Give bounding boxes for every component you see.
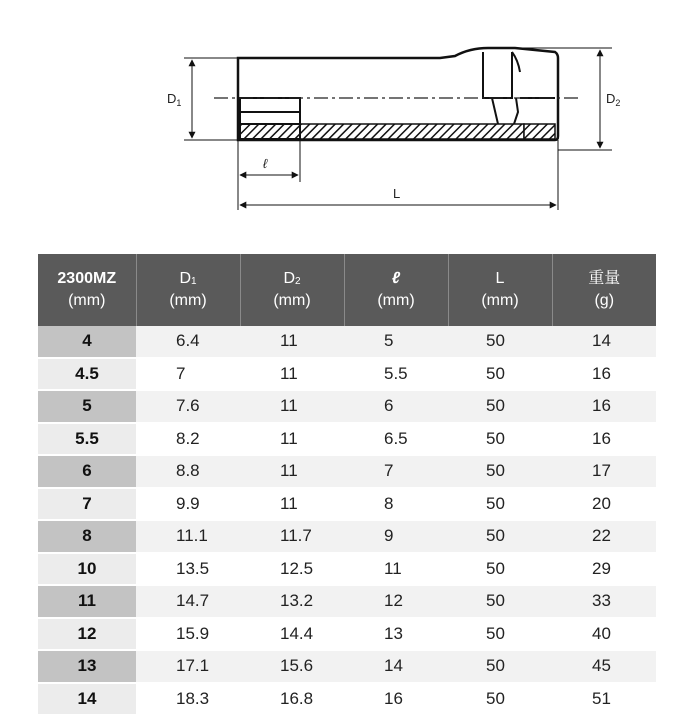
cell-d2: 16.8 [240,683,344,716]
cell-size: 4.5 [38,358,136,391]
cell-size: 13 [38,650,136,683]
header-weight: 重量 (g) [552,254,656,326]
cell-ell: 12 [344,585,448,618]
cell-d2: 11 [240,423,344,456]
header-ell: ℓ (mm) [344,254,448,326]
dim-d1 [184,58,238,140]
drive-square [483,52,555,130]
label-d2: $D_2$ [606,91,621,108]
cell-d1: 15.9 [136,618,240,651]
cell-d1: 14.7 [136,585,240,618]
dim-ell [238,140,300,210]
cell-l: 50 [448,326,552,358]
table-row [38,683,656,716]
cell-l: 50 [448,683,552,716]
header-d2: $D_2$ (mm) [240,254,344,326]
table-row [38,455,656,488]
cell-ell: 8 [344,488,448,521]
cell-d2: 15.6 [240,650,344,683]
cell-d2: 14.4 [240,618,344,651]
cell-ell: 13 [344,618,448,651]
cell-ell: 11 [344,553,448,586]
socket-drawing [0,0,696,240]
cell-d1: 13.5 [136,553,240,586]
cell-weight: 22 [552,520,656,553]
cell-d1: 8.8 [136,455,240,488]
header-l: L (mm) [448,254,552,326]
table-row [38,618,656,651]
table-row [38,553,656,586]
cell-ell: 6.5 [344,423,448,456]
table-row [38,520,656,553]
cell-d2: 11 [240,326,344,358]
cell-weight: 20 [552,488,656,521]
cell-weight: 29 [552,553,656,586]
cell-l: 50 [448,618,552,651]
cell-l: 50 [448,455,552,488]
cell-size: 6 [38,455,136,488]
cell-d2: 11 [240,488,344,521]
cell-l: 50 [448,520,552,553]
table-row [38,488,656,521]
cell-d1: 6.4 [136,326,240,358]
table-row [38,326,656,358]
cell-d2: 11 [240,390,344,423]
cell-size: 11 [38,585,136,618]
cell-ell: 14 [344,650,448,683]
cell-weight: 40 [552,618,656,651]
cell-ell: 5 [344,326,448,358]
cell-l: 50 [448,650,552,683]
header-row [38,254,656,326]
hex-opening [240,98,300,139]
cell-d2: 11 [240,455,344,488]
label-ell: ℓ [263,156,268,171]
cell-weight: 16 [552,423,656,456]
cell-l: 50 [448,358,552,391]
cell-size: 10 [38,553,136,586]
cell-d2: 11.7 [240,520,344,553]
cell-l: 50 [448,390,552,423]
cell-ell: 9 [344,520,448,553]
hatched-wall [300,124,524,139]
cell-ell: 5.5 [344,358,448,391]
table-row [38,650,656,683]
cell-l: 50 [448,553,552,586]
cell-size: 5.5 [38,423,136,456]
cell-size: 4 [38,326,136,358]
cell-ell: 6 [344,390,448,423]
cell-d1: 17.1 [136,650,240,683]
cell-l: 50 [448,423,552,456]
cell-weight: 16 [552,390,656,423]
cell-l: 50 [448,585,552,618]
cell-size: 8 [38,520,136,553]
cell-size: 12 [38,618,136,651]
label-l: L [393,186,401,201]
header-d1: $D_1$ (mm) [136,254,240,326]
cell-weight: 16 [552,358,656,391]
cell-d2: 12.5 [240,553,344,586]
cell-d1: 11.1 [136,520,240,553]
hatched-wall-end [524,124,555,139]
table-row [38,585,656,618]
socket-diagram [0,0,696,240]
cell-d1: 7 [136,358,240,391]
label-d1: $D_1$ [167,91,182,108]
cell-d1: 7.6 [136,390,240,423]
table-row [38,423,656,456]
cell-d1: 18.3 [136,683,240,716]
cell-ell: 7 [344,455,448,488]
cell-size: 14 [38,683,136,716]
cell-weight: 17 [552,455,656,488]
cell-ell: 16 [344,683,448,716]
cell-weight: 45 [552,650,656,683]
cell-d2: 11 [240,358,344,391]
header-model: 2300MZ (mm) [38,254,136,326]
cell-weight: 33 [552,585,656,618]
cell-d1: 9.9 [136,488,240,521]
cell-l: 50 [448,488,552,521]
cell-d1: 8.2 [136,423,240,456]
cell-size: 7 [38,488,136,521]
cell-d2: 13.2 [240,585,344,618]
cell-weight: 51 [552,683,656,716]
cell-size: 5 [38,390,136,423]
table-row [38,390,656,423]
cell-weight: 14 [552,326,656,358]
spec-table [38,254,656,716]
table-row [38,358,656,391]
